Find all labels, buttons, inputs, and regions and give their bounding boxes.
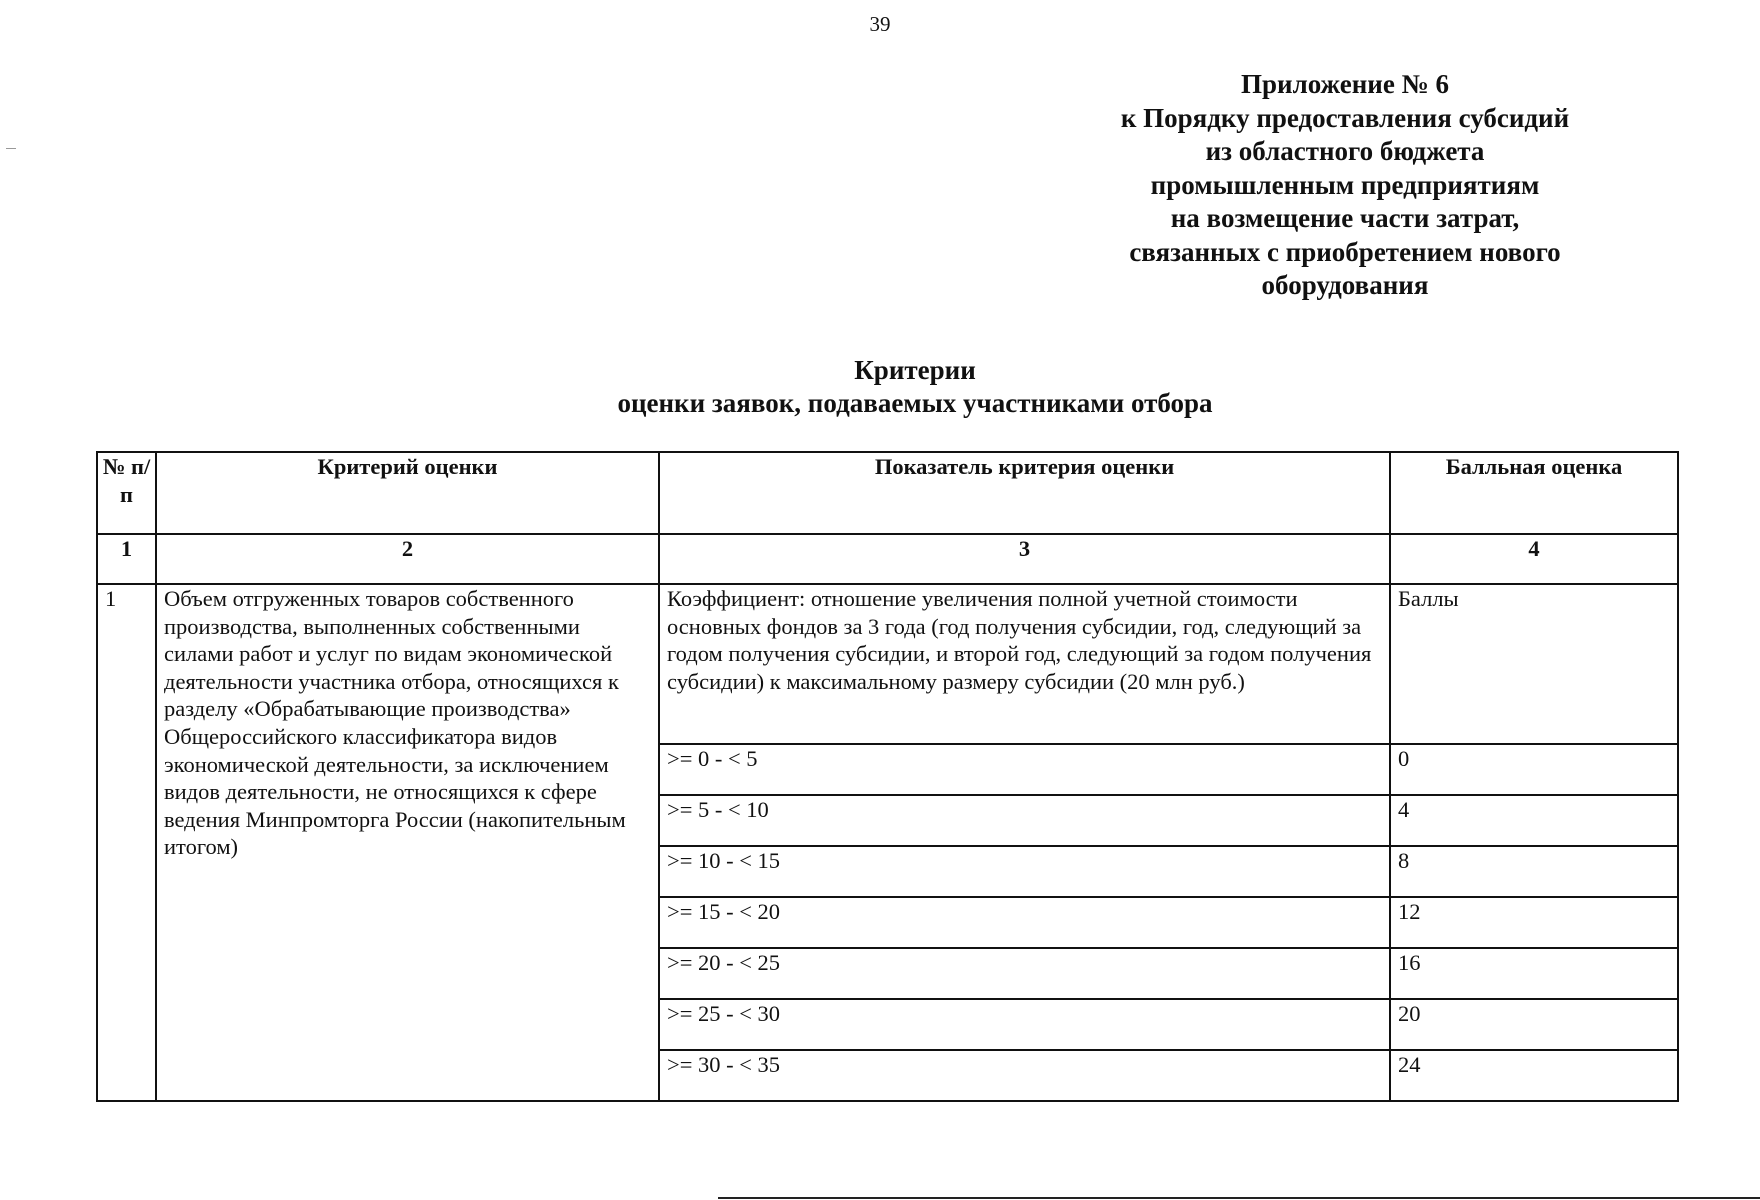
criteria-table <box>96 451 1679 1102</box>
range-value: >= 30 - < 35 <box>659 1050 1390 1101</box>
range-score: 8 <box>1390 846 1678 897</box>
table-row <box>97 584 1678 744</box>
column-number: 3 <box>659 534 1390 584</box>
annex-line: из областного бюджета <box>1205 136 1485 166</box>
range-score: 24 <box>1390 1050 1678 1101</box>
header-row <box>97 452 1678 534</box>
row-number: 1 <box>97 584 156 1101</box>
header-criterion: Критерий оценки <box>156 452 659 534</box>
annex-line: оборудования <box>1261 270 1429 300</box>
document-title <box>480 354 1350 420</box>
range-value: >= 5 - < 10 <box>659 795 1390 846</box>
annex-line: на возмещение части затрат, <box>1170 203 1520 233</box>
header-score: Балльная оценка <box>1390 452 1678 534</box>
criterion-text: Объем отгруженных товаров собственного производства, выполненных собственными силами работ и услуг по видам экономической деятельности участника отбора, относящихся к разделу «Обрабатывающие производства» Общероссийского классификатора видов экономической деятельности, за исключением видов деятельности, не относящихся к сфере ведения Минпромторга России (накопительным итогом) <box>156 584 659 1101</box>
title-line-2: оценки заявок, подаваемых участниками отбора <box>617 388 1213 418</box>
indicator-text: Коэффициент: отношение увеличения полной учетной стоимости основных фондов за 3 года (год получения субсидии, год, следующий за годом получения субсидии, и второй год, следующий за годом получения субсидии) к максимальному размеру субсидии (20 млн руб.) <box>659 584 1390 744</box>
column-number: 4 <box>1390 534 1678 584</box>
header-number: № п/п <box>97 452 156 534</box>
column-number-row <box>97 534 1678 584</box>
range-value: >= 15 - < 20 <box>659 897 1390 948</box>
range-score: 16 <box>1390 948 1678 999</box>
score-label: Баллы <box>1390 584 1678 744</box>
annex-line: к Порядку предоставления субсидий <box>1120 102 1570 133</box>
range-score: 20 <box>1390 999 1678 1050</box>
annex-line: Приложение № 6 <box>1241 69 1449 99</box>
title-line-1: Критерии <box>854 355 976 385</box>
header-indicator: Показатель критерия оценки <box>659 452 1390 534</box>
range-value: >= 25 - < 30 <box>659 999 1390 1050</box>
bottom-rule <box>718 1197 1760 1199</box>
page-number: 39 <box>869 12 891 36</box>
column-number: 2 <box>156 534 659 584</box>
margin-mark <box>6 148 16 149</box>
column-number: 1 <box>97 534 156 584</box>
range-value: >= 20 - < 25 <box>659 948 1390 999</box>
range-score: 12 <box>1390 897 1678 948</box>
annex-heading <box>1040 68 1650 303</box>
range-score: 4 <box>1390 795 1678 846</box>
annex-line: промышленным предприятиям <box>1150 169 1540 200</box>
range-value: >= 10 - < 15 <box>659 846 1390 897</box>
range-value: >= 0 - < 5 <box>659 744 1390 795</box>
annex-line: связанных с приобретением нового <box>1129 236 1561 267</box>
range-score: 0 <box>1390 744 1678 795</box>
